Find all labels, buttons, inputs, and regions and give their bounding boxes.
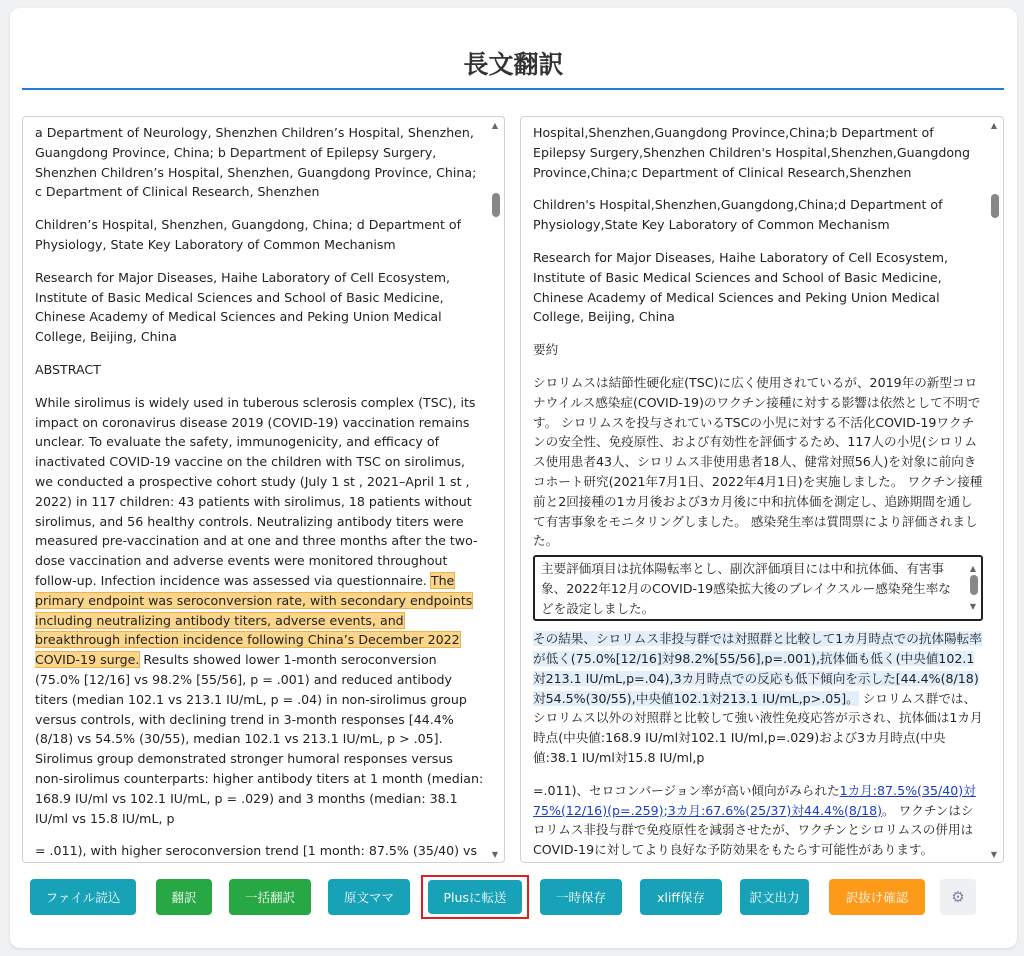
scroll-down-arrow-icon[interactable]: ▼ [491,850,499,859]
translation-summary-heading: 要約 [533,342,559,358]
scroll-up-arrow-icon[interactable]: ▲ [491,121,499,130]
source-highlight-segment[interactable]: The primary endpoint was seroconversion rate, with secondary endpoints including neutralizing antibody titers, adverse events, and breakthrough infection incidence following China’s December 2022 COVID-19 surge. [35,572,473,668]
scroll-up-arrow-icon[interactable]: ▲ [990,121,998,130]
source-scrollbar-thumb[interactable] [492,193,500,217]
translation-results-paragraph [533,629,983,768]
export-translation-button[interactable]: 訳文出力 [740,879,809,915]
source-paragraph: = .011), with higher seroconversion trend [1 month: 87.5% (35/40) vs [35,843,478,859]
source-paragraph: Research for Major Diseases, Haihe Laboratory of Cell Ecosystem, Institute of Basic Medical Sciences and School of Basic Medicine, Chinese Academy of Medical Sciences and Peking Union Medical College, Beijing, China [35,269,450,345]
source-abstract-heading: ABSTRACT [35,361,101,377]
source-paragraph: a Department of Neurology, Shenzhen Children’s Hospital, Shenzhen, Guangdong Province, China; b Department of Epilepsy Surgery, Shenzhen Children’s Hospital, Shenzhen, Guangdong Province, China; c Department of Clinical Research, Shenzhen [35,125,477,200]
translation-paragraph: Hospital,Shenzhen,Guangdong Province,China;b Department of Epilepsy Surgery,Shenzhen Children's Hospital,Shenzhen,Guangdong Province,China;c Department of Clinical Research,Shenzhen [533,125,970,180]
source-paragraph: Children’s Hospital, Shenzhen, Guangdong, China; d Department of Physiology, State Key Laboratory of Common Mechanism [35,217,462,252]
translation-link-segment[interactable]: 1カ月:87.5%(35/40)対75%(12/16)(p=.259);3カ月:67.6%(25/37)対44.4%(8/18) [533,782,976,818]
scroll-down-arrow-icon[interactable]: ▼ [969,602,977,612]
scroll-up-arrow-icon[interactable]: ▲ [969,564,977,574]
load-file-button[interactable]: ファイル読込 [30,879,136,915]
translation-summary-paragraph: シロリムスは結節性硬化症(TSC)に広く使用されているが、2019年の新型コロナウイルス感染症(COVID-19)のワクチン接種に対する影響は依然として不明です。 シロリムスを投与されているTSCの小児に対する不活化COVID-19ワクチンの安全性、免疫原性、および有効性を評価するため、117人の小児(シロリムス使用患者43人、シロリムス非使用患者18人、健常対照56人)を対象に前向きコホート研究(2021年7月1日、2022年4月1日)を実施しました。 ワクチン接種前と2回接種の1カ月後および3カ月後に中和抗体価を測定し、追跡期間を通して有害事象をモニタリングしました。 感染発生率は質問票により評価されました。 [533,374,983,549]
translation-results-text: シロリムス群では、シロリムス以外の対照群と比較して強い液性免疫応答が示され、抗体価は1カ月時点(中央値:168.9 IU/ml対102.1 IU/ml,p=.029)および3カ月時点(中央値:38.1 IU/ml対15.8 IU/ml,p [533,690,983,765]
source-abstract-text: While sirolimus is widely used in tuberous sclerosis complex (TSC), its impact on coronavirus disease 2019 (COVID-19) vaccination remains unclear. To evaluate the safety, immunogenicity, and efficacy of inactivated COVID-19 vaccine on the children with TSC on sirolimus, we conducted a prospective cohort study (July 1 st , 2021–April 1 st , 2022) in 117 children: 43 patients with sirolimus, 18 patients without sirolimus, and 56 healthy controls. Neutralizing antibody titers were measured pre-vaccination and at one and three months after the two-dose vaccination and adverse events were monitored throughout follow-up. Infection incidence was assessed via questionnaire. [35,394,478,588]
translation-paragraph: Research for Major Diseases, Haihe Laboratory of Cell Ecosystem, Institute of Basic Medical Sciences and School of Basic Medicine, Chinese Academy of Medical Sciences and Peking Union Medical College, Beijing, China [533,249,948,325]
source-abstract-paragraph [35,393,484,829]
translation-paragraph [533,860,983,862]
segment-edit-text[interactable]: 主要評価項目は抗体陽転率とし、副次評価項目には中和抗体価、有害事象、2022年12月のCOVID-19感染拡大後のブレイクスルー感染発生率などを設定しました。 [541,561,951,616]
gear-icon[interactable]: ⚙ [940,879,976,915]
translate-button[interactable]: 翻訳 [156,879,212,915]
page-title: 長文翻訳 [463,50,564,79]
translation-scrollbar-thumb[interactable] [991,194,999,218]
translation-paragraph: Children's Hospital,Shenzhen,Guangdong,China;d Department of Physiology,State Key Laboratory of Common Mechanism [533,197,943,233]
translation-text: =.011)、セロコンバージョン率が高い傾向がみられた [533,782,840,798]
title-divider [22,88,1004,90]
main-card [10,8,1017,948]
batch-translate-button[interactable]: 一括翻訳 [229,879,311,915]
temp-save-button[interactable]: 一時保存 [540,879,622,915]
check-missing-translation-button[interactable]: 訳抜け確認 [829,879,925,915]
translation-text-content[interactable] [533,123,983,862]
translation-text-pane[interactable] [520,116,1004,863]
xliff-save-button[interactable]: xliff保存 [640,879,722,915]
send-to-plus-button[interactable]: Plusに転送 [428,880,522,914]
translation-highlight-segment[interactable]: その結果、シロリムス非投与群では対照群と比較して1カ月時点での抗体陽転率が低く(75.0%[12/16]対98.2%[55/56],p=.001),抗体価も低く(中央値102.1対213.1 IU/mL,p=.04),3カ月時点での反応も低下傾向を示した[44.4%(8/18)対54.5%(30/55),中央値102.1対213.1 IU/mL,p>.05]。 [533,631,982,706]
edit-box-scrollbar-thumb[interactable] [970,575,978,595]
translation-text: 。 ワクチンはシロリムス非投与群で免疫原性を減弱させたが、ワクチンとシロリムスの併用はCOVID-19に対してより良好な予防効果をもたらす可能性があります。 [533,802,974,858]
translation-last-paragraph [533,781,983,860]
source-abstract-results: Results showed lower 1-month seroconversion (75.0% [12/16] vs 98.2% [55/56], p = .001) and reduced antibody titers (median 102.1 vs 213.1 IU/mL, p = .04) in non-sirolimus group versus controls, with declining trend in 3-month responses [44.4% (8/18) vs 54.5% (30/55), median 102.1 vs 213.1 IU/mL, p > .05]. Sirolimus group demonstrated stronger humoral responses versus non-sirolimus counterparts: higher antibody titers at 1 month (median: 168.9 IU/ml vs 102.1 IU/mL, p = .029) and 3 months (median: 38.1 IU/ml vs 15.8 IU/mL, p [35,652,484,826]
source-text-pane[interactable] [22,116,505,863]
scroll-down-arrow-icon[interactable]: ▼ [990,850,998,859]
keep-original-button[interactable]: 原文ママ [328,879,410,915]
source-text-content[interactable] [35,123,484,862]
segment-edit-box[interactable] [533,555,983,621]
